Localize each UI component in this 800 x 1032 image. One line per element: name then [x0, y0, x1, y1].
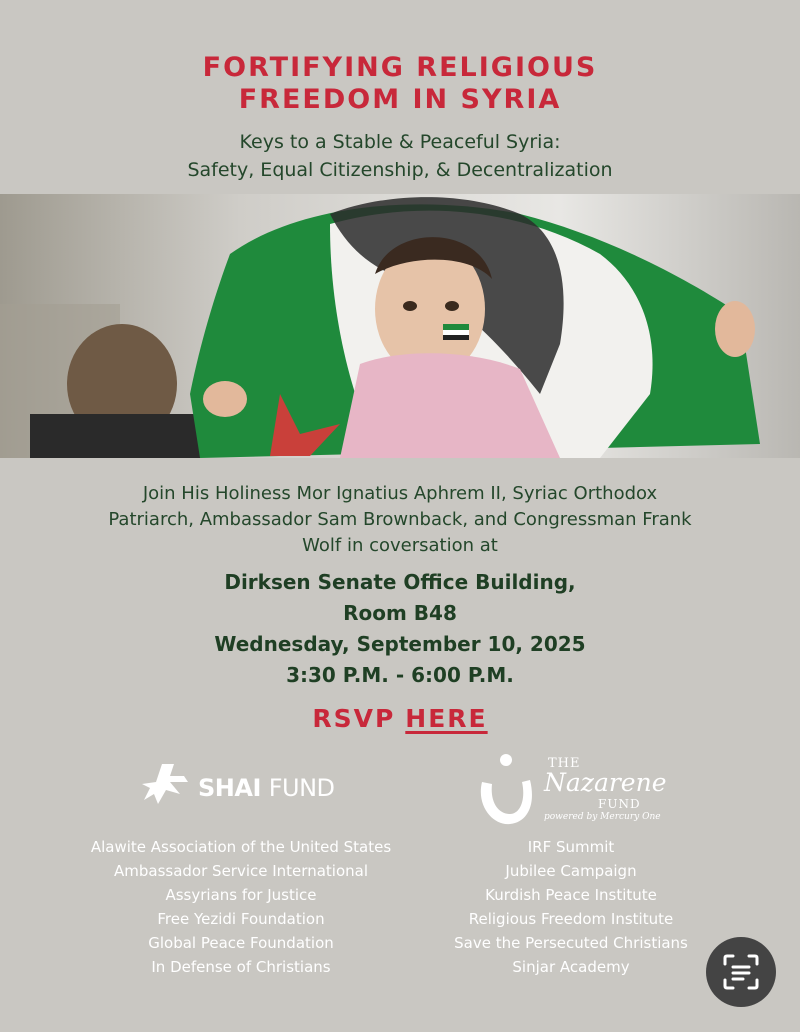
subtitle-line-1: Keys to a Stable & Peaceful Syria:	[239, 131, 561, 153]
event-venue: Dirksen Senate Office Building,	[224, 570, 576, 594]
organization-item: Jubilee Campaign	[505, 862, 637, 880]
organization-item: Religious Freedom Institute	[468, 910, 674, 928]
rsvp-section	[0, 704, 800, 733]
invitation-text	[60, 481, 740, 559]
shai-bird-icon	[140, 760, 192, 816]
subtitle-line-2: Safety, Equal Citizenship, & Decentralization	[187, 159, 613, 181]
nun-symbol-icon	[474, 752, 538, 830]
organization-item: Alawite Association of the United States	[90, 838, 392, 856]
nazarene-name: Nazarene	[544, 768, 667, 797]
rsvp-label: RSVP	[312, 704, 396, 733]
invite-line-1: Join His Holiness Mor Ignatius Aphrem II, Syriac Orthodox	[142, 483, 658, 504]
organization-item: In Defense of Christians	[151, 958, 331, 976]
event-room: Room B48	[343, 601, 457, 625]
flyer-title	[0, 52, 800, 116]
title-line-2: FREEDOM IN SYRIA	[238, 84, 562, 115]
organization-list-right	[420, 835, 722, 979]
organization-list-left	[60, 835, 422, 979]
nazarene-fund-word: FUND	[598, 797, 641, 811]
organization-item: Global Peace Foundation	[148, 934, 334, 952]
nazarene-fund-logo	[474, 752, 704, 832]
rsvp-here-link[interactable]: HERE	[405, 704, 488, 733]
hero-photo	[0, 194, 800, 458]
shai-fund-word: FUND	[268, 774, 335, 802]
scan-text-icon	[721, 952, 761, 992]
event-time: 3:30 P.M. - 6:00 P.M.	[286, 663, 514, 687]
title-line-1: FORTIFYING RELIGIOUS	[202, 52, 598, 83]
organization-item: Ambassador Service International	[114, 862, 368, 880]
organization-item: Kurdish Peace Institute	[485, 886, 657, 904]
invite-line-3: Wolf in coversation at	[302, 535, 498, 556]
organization-item: Save the Persecuted Christians	[454, 934, 688, 952]
scan-text-button[interactable]	[706, 937, 776, 1007]
shai-fund-logo	[140, 760, 350, 820]
event-date: Wednesday, September 10, 2025	[214, 632, 586, 656]
organization-item: IRF Summit	[527, 838, 615, 856]
organization-item: Sinjar Academy	[512, 958, 630, 976]
organization-item: Assyrians for Justice	[165, 886, 317, 904]
flyer-subtitle	[0, 128, 800, 184]
shai-word: SHAI	[198, 774, 261, 802]
organization-item: Free Yezidi Foundation	[157, 910, 325, 928]
photo-child-with-flag-icon	[0, 194, 800, 458]
nazarene-powered-by: powered by Mercury One	[544, 812, 661, 822]
invite-line-2: Patriarch, Ambassador Sam Brownback, and Congressman Frank	[108, 509, 692, 530]
event-details	[0, 567, 800, 691]
shai-fund-wordmark	[198, 774, 335, 802]
nazarene-the: THE	[548, 756, 581, 771]
